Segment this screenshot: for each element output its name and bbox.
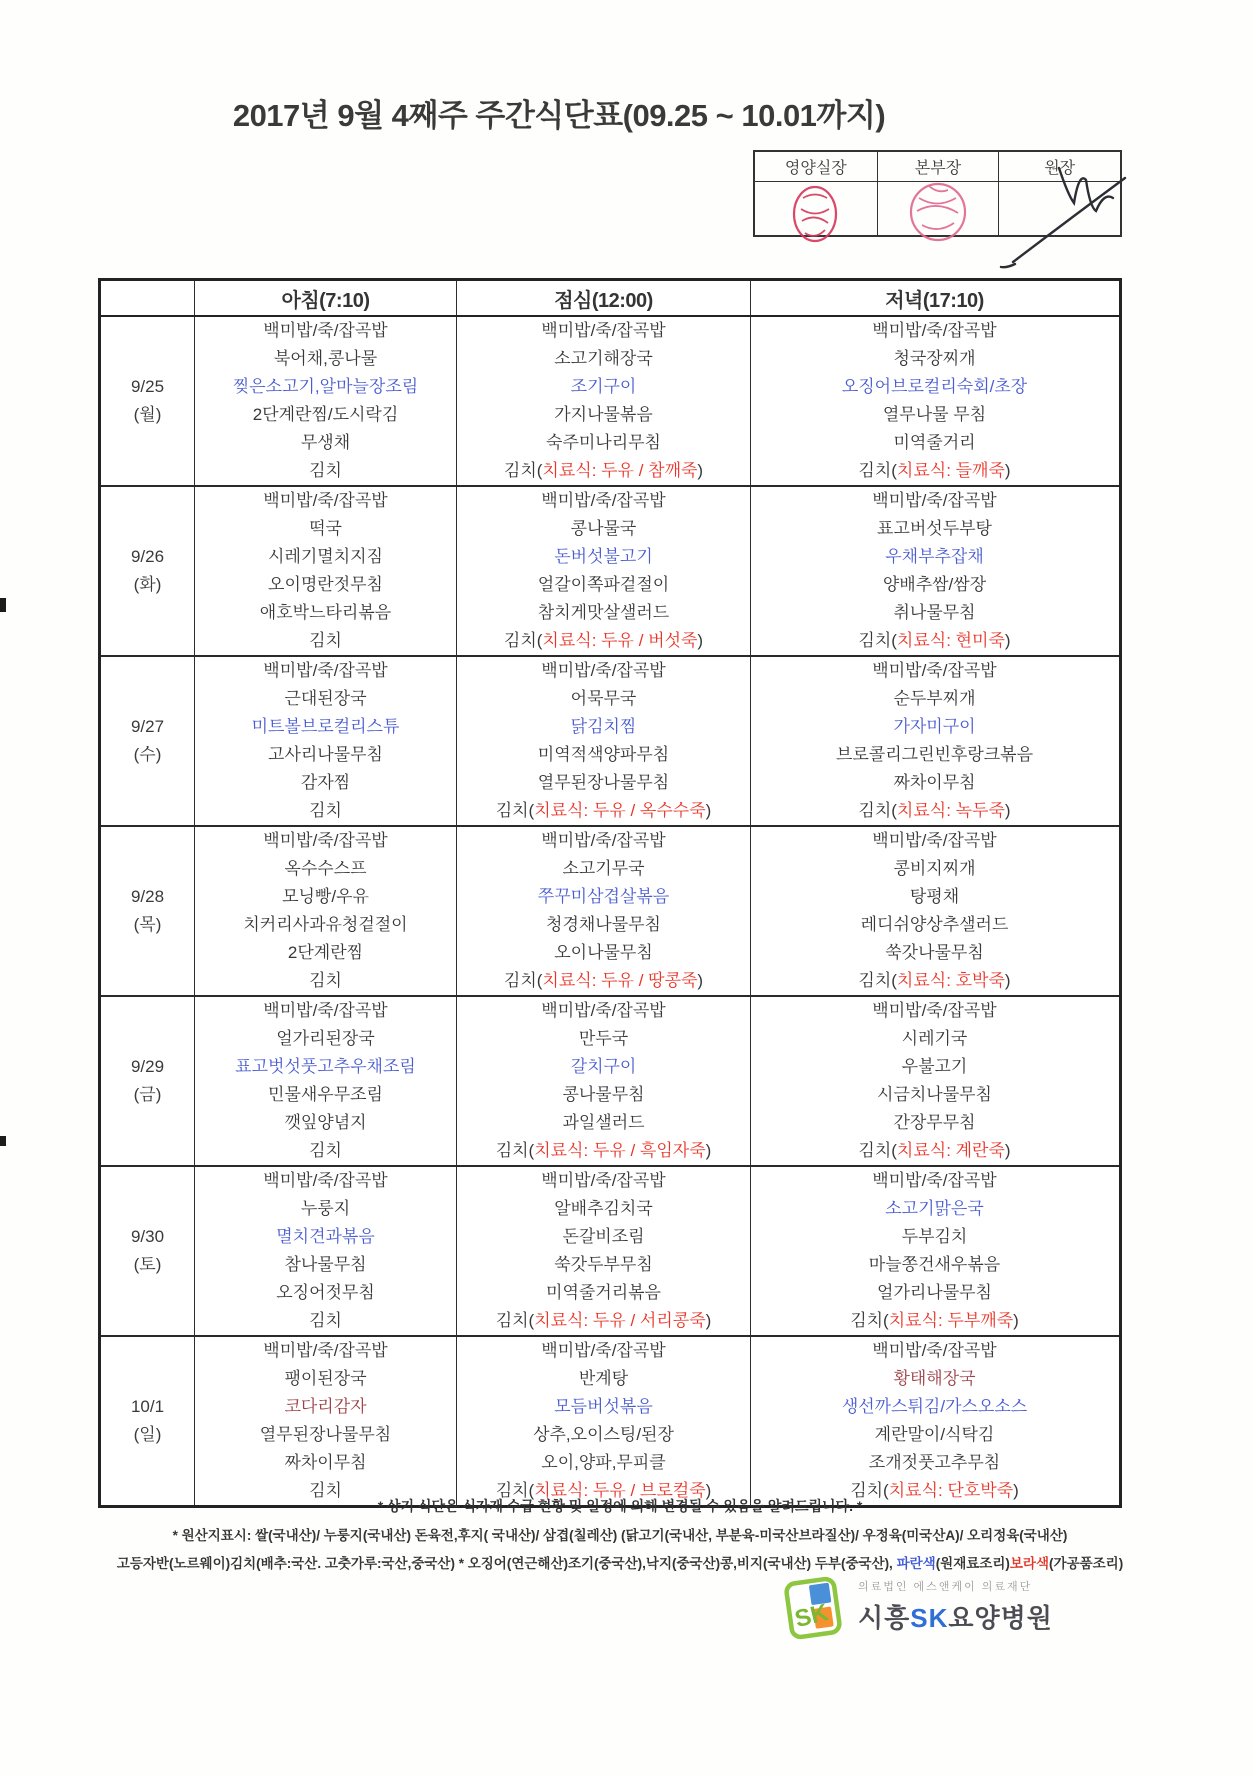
origin-label-note-2 <box>60 1552 1180 1572</box>
menu-item: 민물새우무조림 <box>268 1085 383 1104</box>
menu-item: 백미밥/죽/잡곡밥 <box>263 1001 388 1020</box>
menu-item: 우채부추잡채 <box>885 547 984 566</box>
treatment-diet-text: 치료식: 녹두죽 <box>896 801 1005 820</box>
menu-item: 김치(치료식: 두부깨죽) <box>850 1311 1019 1330</box>
menu-item: 열무나물 무침 <box>882 405 987 424</box>
menu-item: 애호박느타리볶음 <box>259 603 392 622</box>
menu-item: 백미밥/죽/잡곡밥 <box>541 831 666 850</box>
menu-item: 미역적색양파무침 <box>537 745 670 764</box>
menu-item: 시레기국 <box>901 1029 968 1048</box>
lunch-cell <box>456 487 750 655</box>
lunch-cell <box>456 1337 750 1505</box>
menu-item: 김치(치료식: 현미죽) <box>858 631 1011 650</box>
menu-item: 청국장찌개 <box>893 349 976 368</box>
menu-item: 모듬버섯볶음 <box>554 1397 653 1416</box>
menu-item: 백미밥/죽/잡곡밥 <box>541 491 666 510</box>
lunch-cell <box>456 657 750 825</box>
menu-item: 상추,오이스팅/된장 <box>533 1425 674 1444</box>
menu-item: 김치(치료식: 두유 / 브로컬죽) <box>495 1481 712 1500</box>
weekday-label: (토) <box>133 1255 162 1274</box>
menu-item: 김치 <box>309 1311 342 1330</box>
breakfast-cell <box>194 317 456 485</box>
menu-change-note: * 상기 식단은 식자재 수급 현황 및 일정에 의해 변경될 수 있음을 알려드립니다. * <box>377 1498 863 1514</box>
menu-item: 김치(치료식: 두유 / 버섯죽) <box>503 631 704 650</box>
menu-item: 김치 <box>309 461 342 480</box>
treatment-diet-text: 치료식: 들깨죽 <box>896 461 1005 480</box>
breakfast-cell <box>194 1337 456 1505</box>
date-cell <box>101 1167 194 1335</box>
menu-item: 깻잎양념지 <box>284 1113 367 1132</box>
medical-foundation-name: 의료법인 에스앤케이 의료재단 <box>858 1581 1033 1593</box>
menu-item: 가지나물볶음 <box>554 405 653 424</box>
menu-item: 백미밥/죽/잡곡밥 <box>541 321 666 340</box>
menu-item: 반계탕 <box>578 1369 629 1388</box>
menu-item: 김치(치료식: 두유 / 땅콩죽) <box>503 971 704 990</box>
lunch-cell <box>456 827 750 995</box>
menu-item: 감자찜 <box>300 773 351 792</box>
menu-item: 팽이된장국 <box>284 1369 367 1388</box>
menu-item: 쭈꾸미삼겹살볶음 <box>537 887 670 906</box>
menu-item: 콩나물국 <box>570 519 637 538</box>
menu-item: 백미밥/죽/잡곡밥 <box>541 661 666 680</box>
breakfast-cell <box>194 1167 456 1335</box>
menu-item: 시금치나물무침 <box>877 1085 992 1104</box>
menu-item: 김치(치료식: 단호박죽) <box>850 1481 1019 1500</box>
lunch-header: 점심(12:00) <box>456 281 750 315</box>
menu-item: 표고벗섯풋고추우채조림 <box>235 1057 416 1076</box>
menu-item: 참나물무침 <box>284 1255 367 1274</box>
date-cell <box>101 317 194 485</box>
menu-item: 가자미구이 <box>893 717 976 736</box>
menu-item: 시레기멸치지짐 <box>268 547 383 566</box>
menu-item: 청경채나물무침 <box>546 915 661 934</box>
date-cell <box>101 1337 194 1505</box>
menu-item: 소고기맑은국 <box>885 1199 984 1218</box>
treatment-diet-text: 치료식: 현미죽 <box>896 631 1005 650</box>
menu-item: 순두부찌개 <box>893 689 976 708</box>
date-label: 10/1 <box>130 1397 165 1416</box>
menu-item: 떡국 <box>309 519 342 538</box>
menu-item: 짜차이무침 <box>284 1453 367 1472</box>
breakfast-header: 아침(7:10) <box>194 281 456 315</box>
menu-item: 조개젓풋고추무침 <box>868 1453 1001 1472</box>
menu-item: 만두국 <box>578 1029 629 1048</box>
menu-item: 백미밥/죽/잡곡밥 <box>263 661 388 680</box>
breakfast-cell <box>194 487 456 655</box>
menu-item: 얼가리된장국 <box>276 1029 375 1048</box>
sk-logo-icon <box>782 1574 844 1642</box>
date-label: 9/29 <box>130 1057 165 1076</box>
treatment-diet-text: 치료식: 두부깨죽 <box>888 1311 1014 1330</box>
menu-item: 백미밥/죽/잡곡밥 <box>872 831 997 850</box>
day-row <box>101 1165 1119 1335</box>
menu-item: 오이,양파,무피클 <box>541 1453 666 1472</box>
treatment-diet-text: 치료식: 두유 / 서리콩죽 <box>534 1311 706 1330</box>
hospital-logo-text <box>858 1574 1053 1635</box>
legend-blue-desc: (원재료조리) <box>935 1556 1010 1571</box>
menu-item: 백미밥/죽/잡곡밥 <box>872 1171 997 1190</box>
menu-item: 김치(치료식: 호박죽) <box>858 971 1011 990</box>
menu-item: 오이명란젓무침 <box>268 575 383 594</box>
menu-item: 백미밥/죽/잡곡밥 <box>263 1341 388 1360</box>
menu-item: 백미밥/죽/잡곡밥 <box>872 491 997 510</box>
dinner-cell <box>750 827 1118 995</box>
menu-item: 탕평채 <box>909 887 960 906</box>
scan-artifact <box>0 598 6 612</box>
menu-item: 백미밥/죽/잡곡밥 <box>263 1171 388 1190</box>
breakfast-cell <box>194 997 456 1165</box>
menu-item: 멸치견과볶음 <box>276 1227 375 1246</box>
svg-text:SK: SK <box>792 1598 832 1634</box>
origin-label-note: * 원산지표시: 쌀(국내산)/ 누룽지(국내산) 돈육전,후지( 국내산)/ 삼겹(칠레산) (닭고기(국내산, 부분육-미국산브라질산)/ 우정육(미국산A)/ 오리정육(국내산) <box>172 1528 1068 1543</box>
weekday-label: (화) <box>133 575 162 594</box>
treatment-diet-text: 치료식: 두유 / 땅콩죽 <box>542 971 698 990</box>
date-label: 9/25 <box>130 377 165 396</box>
menu-item: 김치 <box>309 971 342 990</box>
menu-item: 돈버섯불고기 <box>554 547 653 566</box>
menu-item: 열무된장나물무침 <box>537 773 670 792</box>
date-label: 9/28 <box>130 887 165 906</box>
menu-item: 얼갈이쪽파겉절이 <box>537 575 670 594</box>
menu-item: 2단계란찜 <box>287 943 364 962</box>
menu-item: 취나물무침 <box>893 603 976 622</box>
day-row <box>101 995 1119 1165</box>
date-label: 9/26 <box>130 547 165 566</box>
menu-item: 숙주미나리무침 <box>546 433 661 452</box>
weekday-label: (목) <box>133 915 162 934</box>
approval-label-director: 원장 <box>998 152 1120 182</box>
menu-item: 콩비지찌개 <box>893 859 976 878</box>
menu-item: 백미밥/죽/잡곡밥 <box>263 321 388 340</box>
dinner-cell <box>750 657 1118 825</box>
menu-item: 고사리나물무침 <box>268 745 383 764</box>
menu-item: 과일샐러드 <box>562 1113 645 1132</box>
menu-table-header-row <box>101 281 1119 317</box>
menu-item: 오이나물무침 <box>554 943 653 962</box>
date-label: 9/27 <box>130 717 165 736</box>
treatment-diet-text: 치료식: 호박죽 <box>896 971 1005 990</box>
menu-item: 백미밥/죽/잡곡밥 <box>872 321 997 340</box>
day-row <box>101 485 1119 655</box>
menu-item: 김치(치료식: 계란죽) <box>858 1141 1011 1160</box>
menu-item: 모닝빵/우유 <box>282 887 369 906</box>
menu-item: 백미밥/죽/잡곡밥 <box>541 1171 666 1190</box>
lunch-cell <box>456 997 750 1165</box>
menu-item: 두부김치 <box>901 1227 968 1246</box>
hospital-name-pre: 시흥 <box>858 1603 911 1633</box>
approval-label-division-head: 본부장 <box>877 152 999 182</box>
legend-blue-label: 파란색 <box>896 1556 936 1571</box>
weekly-menu-table <box>98 278 1122 1508</box>
menu-item: 김치 <box>309 631 342 650</box>
menu-item: 생선까스튀김/가스오소스 <box>841 1397 1028 1416</box>
menu-item: 돈갈비조림 <box>562 1227 645 1246</box>
menu-item: 옥수수스프 <box>284 859 367 878</box>
menu-item: 무생채 <box>300 433 351 452</box>
menu-item: 김치 <box>309 801 342 820</box>
lunch-cell <box>456 1167 750 1335</box>
menu-item: 표고버섯두부탕 <box>877 519 992 538</box>
date-cell <box>101 657 194 825</box>
treatment-diet-text: 치료식: 두유 / 버섯죽 <box>542 631 698 650</box>
menu-item: 누룽지 <box>300 1199 351 1218</box>
day-row <box>101 825 1119 995</box>
weekday-label: (월) <box>133 405 162 424</box>
lunch-cell <box>456 317 750 485</box>
menu-item: 백미밥/죽/잡곡밥 <box>263 491 388 510</box>
menu-item: 알배추김치국 <box>554 1199 653 1218</box>
menu-item: 어묵무국 <box>570 689 637 708</box>
menu-item: 백미밥/죽/잡곡밥 <box>872 1001 997 1020</box>
menu-item: 콩나물무침 <box>562 1085 645 1104</box>
approval-label-nutrition-manager: 영양실장 <box>755 152 877 182</box>
menu-item: 양배추쌈/쌈장 <box>882 575 987 594</box>
menu-item: 간장무무침 <box>893 1113 976 1132</box>
menu-item: 북어채,콩나물 <box>273 349 378 368</box>
menu-item: 닭김치찜 <box>570 717 637 736</box>
day-row <box>101 1335 1119 1505</box>
menu-item: 미역줄거리 <box>893 433 976 452</box>
menu-item: 갈치구이 <box>570 1057 637 1076</box>
menu-item: 백미밥/죽/잡곡밥 <box>541 1001 666 1020</box>
menu-item: 백미밥/죽/잡곡밥 <box>872 1341 997 1360</box>
menu-item: 김치 <box>309 1481 342 1500</box>
date-cell <box>101 827 194 995</box>
day-row <box>101 317 1119 485</box>
menu-item: 김치(치료식: 두유 / 참깨죽) <box>503 461 704 480</box>
menu-item: 김치(치료식: 들깨죽) <box>858 461 1011 480</box>
menu-item: 근대된장국 <box>284 689 367 708</box>
treatment-diet-text: 치료식: 두유 / 흑임자죽 <box>534 1141 706 1160</box>
dinner-header: 저녁(17:10) <box>750 281 1118 315</box>
date-cell <box>101 487 194 655</box>
menu-item: 2단계란찜/도시락김 <box>252 405 399 424</box>
legend-purple-label: 보라색 <box>1009 1556 1050 1571</box>
menu-item: 코다리감자 <box>284 1397 367 1416</box>
breakfast-cell <box>194 657 456 825</box>
origin-note-text: 고등자반(노르웨이)김치(배추:국산. 고춧가루:국산,중국산) * 오징어(연근해산)조기(중국산),낙지(중국산)콩,비지(국내산) 두부(중국산), <box>116 1556 897 1571</box>
menu-item: 백미밥/죽/잡곡밥 <box>541 1341 666 1360</box>
page-title: 2017년 9월 4째주 주간식단표(09.25 ~ 10.01까지) <box>232 98 886 133</box>
menu-item: 미트볼브로컬리스튜 <box>251 717 400 736</box>
breakfast-cell <box>194 827 456 995</box>
menu-item: 소고기무국 <box>562 859 645 878</box>
treatment-diet-text: 치료식: 계란죽 <box>896 1141 1005 1160</box>
menu-item: 얼가리나물무침 <box>877 1283 992 1302</box>
menu-item: 치커리사과유청겉절이 <box>243 915 408 934</box>
date-label: 9/30 <box>130 1227 165 1246</box>
menu-item: 황태해장국 <box>893 1369 976 1388</box>
approval-box <box>753 150 1122 237</box>
menu-item: 브로콜리그린빈후랑크볶음 <box>835 745 1034 764</box>
menu-item: 김치 <box>309 1141 342 1160</box>
hospital-name <box>858 1598 1053 1635</box>
menu-item: 김치(치료식: 두유 / 옥수수죽) <box>495 801 712 820</box>
menu-item: 백미밥/죽/잡곡밥 <box>263 831 388 850</box>
menu-item: 오징어젓무침 <box>276 1283 375 1302</box>
hospital-logo <box>782 1574 1053 1642</box>
menu-item: 참치게맛살샐러드 <box>537 603 670 622</box>
scan-artifact <box>0 1136 6 1146</box>
menu-item: 백미밥/죽/잡곡밥 <box>872 661 997 680</box>
dinner-cell <box>750 1337 1118 1505</box>
weekday-label: (일) <box>133 1425 162 1444</box>
hospital-name-post: 요양병원 <box>948 1603 1053 1633</box>
corner-cell <box>101 281 194 315</box>
date-cell <box>101 997 194 1165</box>
weekday-label: (수) <box>133 745 162 764</box>
menu-item: 마늘쫑건새우볶음 <box>868 1255 1001 1274</box>
menu-item: 쑥갓두부무침 <box>554 1255 653 1274</box>
approval-cell-division-head <box>877 182 999 235</box>
menu-item: 김치(치료식: 녹두죽) <box>858 801 1011 820</box>
menu-item: 김치(치료식: 두유 / 서리콩죽) <box>495 1311 712 1330</box>
dinner-cell <box>750 1167 1118 1335</box>
menu-item: 짜차이무침 <box>893 773 976 792</box>
menu-item: 계란말이/식탁김 <box>874 1425 995 1444</box>
approval-cell-director <box>998 182 1120 235</box>
treatment-diet-text: 치료식: 두유 / 참깨죽 <box>542 461 698 480</box>
menu-item: 미역줄거리볶음 <box>546 1283 661 1302</box>
dinner-cell <box>750 317 1118 485</box>
dinner-cell <box>750 997 1118 1165</box>
hospital-name-sk: SK <box>910 1603 949 1633</box>
menu-item: 오징어브로컬리숙회/초장 <box>841 377 1028 396</box>
treatment-diet-text: 치료식: 두유 / 브로컬죽 <box>534 1481 706 1500</box>
treatment-diet-text: 치료식: 단호박죽 <box>888 1481 1014 1500</box>
menu-item: 소고기해장국 <box>554 349 653 368</box>
dinner-cell <box>750 487 1118 655</box>
menu-item: 열무된장나물무침 <box>259 1425 392 1444</box>
menu-item: 김치(치료식: 두유 / 흑임자죽) <box>495 1141 712 1160</box>
legend-purple-desc: (가공품조리) <box>1049 1556 1124 1571</box>
menu-item: 쑥갓나물무침 <box>885 943 984 962</box>
menu-item: 찢은소고기,알마늘장조림 <box>232 377 419 396</box>
menu-item: 조기구이 <box>570 377 637 396</box>
treatment-diet-text: 치료식: 두유 / 옥수수죽 <box>534 801 706 820</box>
menu-item: 우불고기 <box>901 1057 968 1076</box>
day-row <box>101 655 1119 825</box>
menu-table-body <box>101 317 1119 1505</box>
weekday-label: (금) <box>133 1085 162 1104</box>
menu-item: 레디쉬양상추샐러드 <box>860 915 1009 934</box>
approval-cell-nutrition-manager <box>755 182 877 235</box>
